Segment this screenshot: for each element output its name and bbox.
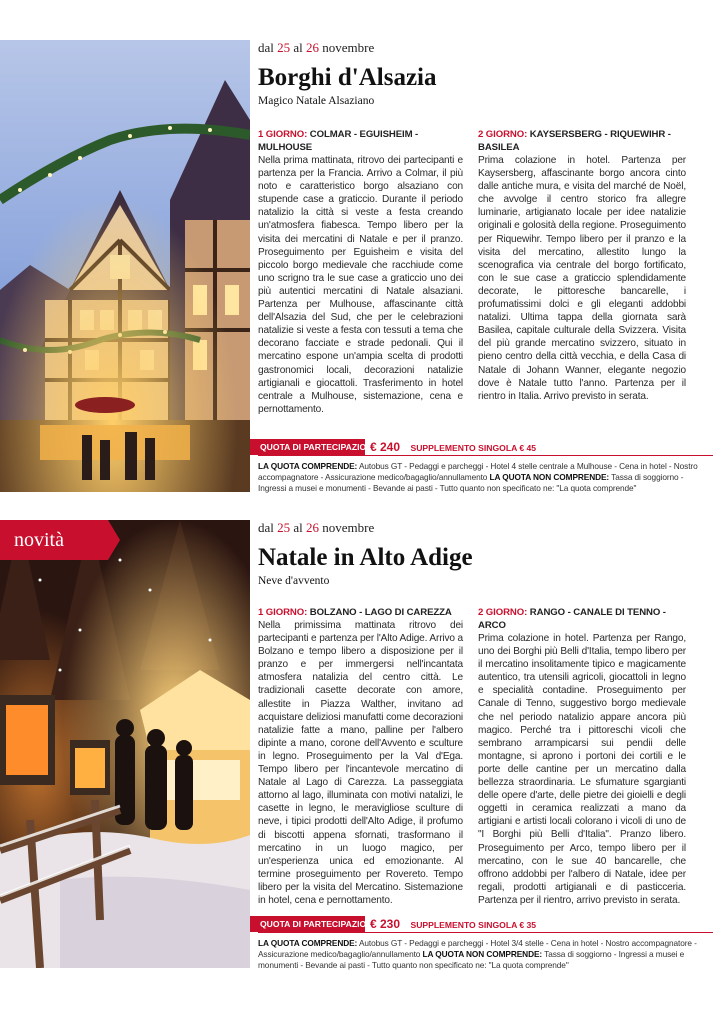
- date-start: 25: [277, 40, 291, 55]
- excludes-text: Tassa di soggiorno - Ingressi a musei e monumenti - Bevande ai pasti - Tutto quanto non specificato ne: "La quota comprende": [258, 949, 685, 970]
- trip-alsazia: [0, 40, 722, 505]
- day-2: [478, 128, 686, 403]
- price-divider: [258, 455, 713, 456]
- single-supplement: SUPPLEMENTO SINGOLA € 35: [410, 920, 537, 930]
- price-amount: € 240: [370, 440, 401, 454]
- day-2-heading: [478, 606, 686, 632]
- day-1-heading: [258, 606, 463, 619]
- trip-content: [258, 40, 713, 493]
- includes-text: Autobus GT - Pedaggi e parcheggi - Hotel 3/4 stelle - Cena in hotel - Nostro accompagnatore - Assicurazione medico/bagaglio/annullamento: [258, 938, 697, 959]
- price-bar: [258, 439, 713, 455]
- day-2-places: KAYSERSBERG - RIQUEWIHR - BASILEA: [478, 129, 671, 153]
- single-supplement: SUPPLEMENTO SINGOLA € 45: [410, 443, 537, 453]
- price-values: [370, 916, 536, 932]
- date-start: 25: [277, 520, 291, 535]
- photo-christmas-market-snow: [0, 520, 250, 968]
- day-1-places: BOLZANO - LAGO DI CAREZZA: [309, 607, 452, 618]
- day-2-places: RANGO - CANALE DI TENNO - ARCO: [478, 607, 666, 631]
- dates-prefix: dal: [258, 40, 274, 55]
- day-1-places: COLMAR - EGUISHEIM - MULHOUSE: [258, 129, 419, 153]
- day-1-text: Nella primissima mattinata ritrovo dei partecipanti e partenza per l'Alto Adige. Arrivo a Bolzano e tempo libero a disposizione per il pranzo e per immergersi nell'incantata atmosfera natalizia del centro città. Le tradizionali casette decorate con amore, allestite in Piazza Walther, invitano ad acquistare deliziosi manufatti come decorazioni natalizie fatte a mano, palline per l'albero dipinte a mano, corone dell'Avvento e sculture in legno. Proseguimento per la Val d'Ega. Tempo libero per l'incantevole mercatino di Natale al Lago di Carezza. La passeggiata attorno al lago, illuminata con motivi natalizi, le casette in legno, le meravigliose sculture di neve, i tipici prodotti dell'Alto Adige, il profumo di biscotti appena sfornati, trasformano il mercatino in un luogo magico, per un'esperienza unica ed emozionante. Al termine proseguimento per Rovereto. Tempo libero per la visita del Mercatino. Sistemazione in hotel, cena e pernottamento.: [258, 620, 463, 906]
- day-1-label: 1 GIORNO:: [258, 129, 308, 140]
- day-2-label: 2 GIORNO:: [478, 129, 528, 140]
- trip-dates: [258, 520, 713, 538]
- dates-prefix: dal: [258, 520, 274, 535]
- day-1-text: Nella prima mattinata, ritrovo dei partecipanti e partenza per la Francia. Arrivo a Colmar, il più noto e caratteristico borgo alsaziano con stupende case a graticcio. Durante il periodo natalizio la città si veste a festa creando un'atmosfera fiabesca. Tempo libero per la visita dei mercatini di Natale e per il pranzo. Proseguimento per Eguisheim e visita del piccolo borgo medievale che racchiude come uno scrigno tra le sue case a graticcio uno dei più autentici mercatini di Natale alsaziani. Partenza per Mulhouse, affascinante città dell'Alsazia del Sud, che per le celebrazioni natalizie si veste a festa con tessuti a tema che decorano facciate e strade pedonali. Qui il mercatino espone un'ampia scelta di prodotti gastronomici locali, decorazioni natalizie artigianali e giocattoli. Trasferimento in hotel centrale a Mulhouse, sistemazione, cena e pernottamento.: [258, 155, 463, 415]
- includes-label: LA QUOTA COMPRENDE:: [258, 461, 358, 471]
- trip-dates: [258, 40, 713, 58]
- trip-content: [258, 520, 713, 970]
- day-2-text: Prima colazione in hotel. Partenza per Rango, uno dei Borghi più Belli d'Italia, tempo libero per il mercatino insolitamente tipico e magicamente autentico, tra utensili agricoli, giocattoli in legno e specialità contadine. Proseguimento per Canale di Tenno, suggestivo borgo medievale che nel periodo natalizio appare ancora più magico. Perché tra i pittoreschi vicoli che sembrano arrampicarsi sui pendii delle montagne, si aprono i portoni dei cortili e le porte delle cantine per un mercatino dalla bellezza straordinaria. Le sfumature sgargianti delle opere d'arte, delle pietre dei gioielli e degli oggetti in ceramica realizzati a mano da artigiani e artisti locali colorano i vicoli di uno de "I Borghi più Belli d'Italia". Pranzo libero. Proseguimento per Arco, tempo libero per il mercatino, con le sue 40 bancarelle, che offrono addobbi per l'albero di Natale, idee per regali, prodotti artigianali e di pasticceria. Partenza per il rientro, arrivo previsto in serata.: [478, 633, 686, 906]
- price-divider: [258, 932, 713, 933]
- price-label: QUOTA DI PARTECIPAZIONE:: [250, 916, 365, 932]
- novelty-badge: novità: [0, 520, 108, 560]
- trip-subtitle: Magico Natale Alsaziano: [258, 95, 375, 107]
- dates-month: novembre: [322, 520, 375, 535]
- price-values: [370, 439, 536, 455]
- day-1-heading: [258, 128, 463, 154]
- day-1: [258, 128, 463, 416]
- dates-mid: al: [293, 40, 303, 55]
- includes-label: LA QUOTA COMPRENDE:: [258, 938, 358, 948]
- date-end: 26: [306, 40, 320, 55]
- trip-title: Borghi d'Alsazia: [258, 64, 437, 91]
- price-label: QUOTA DI PARTECIPAZIONE:: [250, 439, 365, 455]
- trip-subtitle: Neve d'avvento: [258, 575, 330, 587]
- included-notes: [258, 938, 713, 971]
- excludes-text: Tassa di soggiorno - Ingressi a musei e monumenti - Bevande ai pasti - Tutto quanto non specificato ne: "La quota comprende": [258, 472, 684, 493]
- day-1-label: 1 GIORNO:: [258, 607, 308, 618]
- excludes-label: LA QUOTA NON COMPRENDE:: [422, 949, 543, 959]
- dates-month: novembre: [322, 40, 375, 55]
- day-2-label: 2 GIORNO:: [478, 607, 528, 618]
- day-2-text: Prima colazione in hotel. Partenza per Kaysersberg, affascinante borgo ancora cinto dalle antiche mura, e visita del marché de Noël, che avvolge il centro storico fra allegre luminarie, artigianato locale per idee natalizie originali e golosità della regione. Proseguimento per Riquewihr. Tempo libero per il pranzo e la visita del mercatino, allestito lungo la scenografica via centrale del borgo fortificato, con le sue case a graticcio splendidamente decorate, le pittoresche bancarelle, i profumatissimi dolci e gli eleganti addobbi natalizi. Ultima tappa della giornata sarà Basilea, capitale culturale della Svizzera. Visita del più grande mercatino svizzero, situato in pieno centro della città vecchia, e della Casa di Natale di Johann Wanner, elegante negozio dove è Natale tutto l'anno. Partenza per il rientro in Italia. Arrivo previsto in serata.: [478, 155, 686, 402]
- day-2-heading: [478, 128, 686, 154]
- includes-text: Autobus GT - Pedaggi e parcheggi - Hotel 4 stelle centrale a Mulhouse - Cena in hotel - Nostro accompagnatore - Assicurazione medico/bagaglio/annullamento: [258, 461, 698, 482]
- trip-title: Natale in Alto Adige: [258, 544, 473, 571]
- photo-colmar-christmas-houses: [0, 40, 250, 492]
- trip-alto-adige: [0, 520, 722, 985]
- included-notes: [258, 461, 713, 494]
- price-amount: € 230: [370, 917, 401, 931]
- day-2: [478, 606, 686, 907]
- dates-mid: al: [293, 520, 303, 535]
- price-bar: [258, 916, 713, 932]
- date-end: 26: [306, 520, 320, 535]
- excludes-label: LA QUOTA NON COMPRENDE:: [489, 472, 610, 482]
- day-1: [258, 606, 463, 907]
